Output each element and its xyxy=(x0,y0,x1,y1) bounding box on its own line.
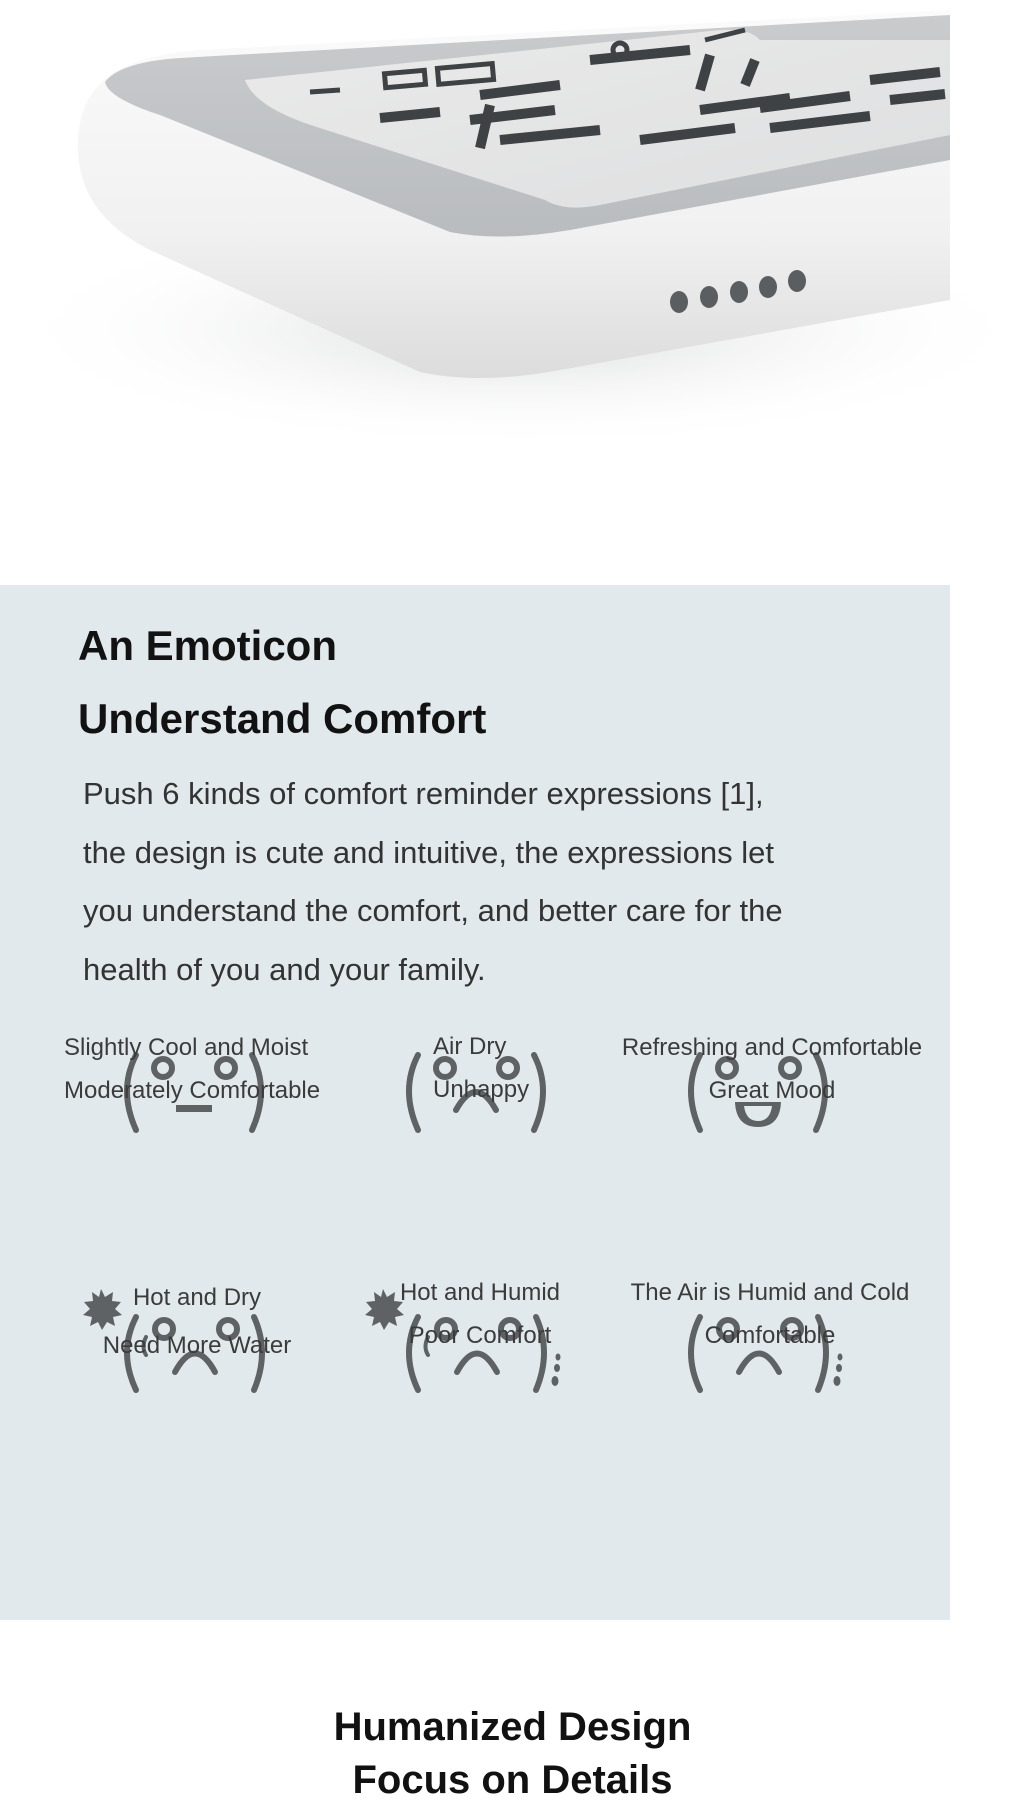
emoticon-comfort-section xyxy=(0,585,950,1620)
design-title-line2: Focus on Details xyxy=(352,1758,673,1802)
section-title-line2: Understand Comfort xyxy=(78,695,487,742)
caption-hot-humid xyxy=(355,1271,605,1357)
caption-line1: Slightly Cool and Moist xyxy=(64,1034,309,1061)
caption-line2: Moderately Comfortable xyxy=(64,1077,321,1104)
design-title-line1: Humanized Design xyxy=(333,1705,692,1749)
caption-smile xyxy=(612,1026,932,1112)
section-title-line1: An Emoticon xyxy=(78,622,337,669)
caption-line1: The Air is Humid and Cold xyxy=(630,1279,910,1306)
caption-line1: Refreshing and Comfortable xyxy=(621,1034,923,1061)
caption-line1: Hot and Humid xyxy=(399,1279,561,1306)
thermometer-device-illustration xyxy=(0,0,950,585)
caption-line2: Need More Water xyxy=(102,1332,292,1359)
caption-frown xyxy=(433,1025,529,1111)
caption-humid-cold xyxy=(610,1271,930,1357)
caption-line2: Great Mood xyxy=(708,1077,836,1104)
humanized-design-section xyxy=(0,1620,950,1802)
caption-line1: Hot and Dry xyxy=(132,1284,262,1311)
section-description xyxy=(83,765,883,999)
caption-neutral xyxy=(64,1026,320,1112)
caption-hot-dry xyxy=(72,1274,322,1370)
description-line: you understand the comfort, and better care for the xyxy=(83,893,783,928)
caption-line1: Air Dry xyxy=(433,1033,507,1060)
description-line: the design is cute and intuitive, the expressions let xyxy=(83,834,775,870)
description-line: Push 6 kinds of comfort reminder expressions [1], xyxy=(83,776,764,811)
product-hero-image xyxy=(0,0,950,585)
caption-line2: Unhappy xyxy=(433,1076,530,1103)
caption-line2: Comfortable xyxy=(704,1322,836,1349)
caption-line2: Poor Comfort xyxy=(408,1322,552,1349)
description-line: health of you and your family. xyxy=(83,951,486,987)
